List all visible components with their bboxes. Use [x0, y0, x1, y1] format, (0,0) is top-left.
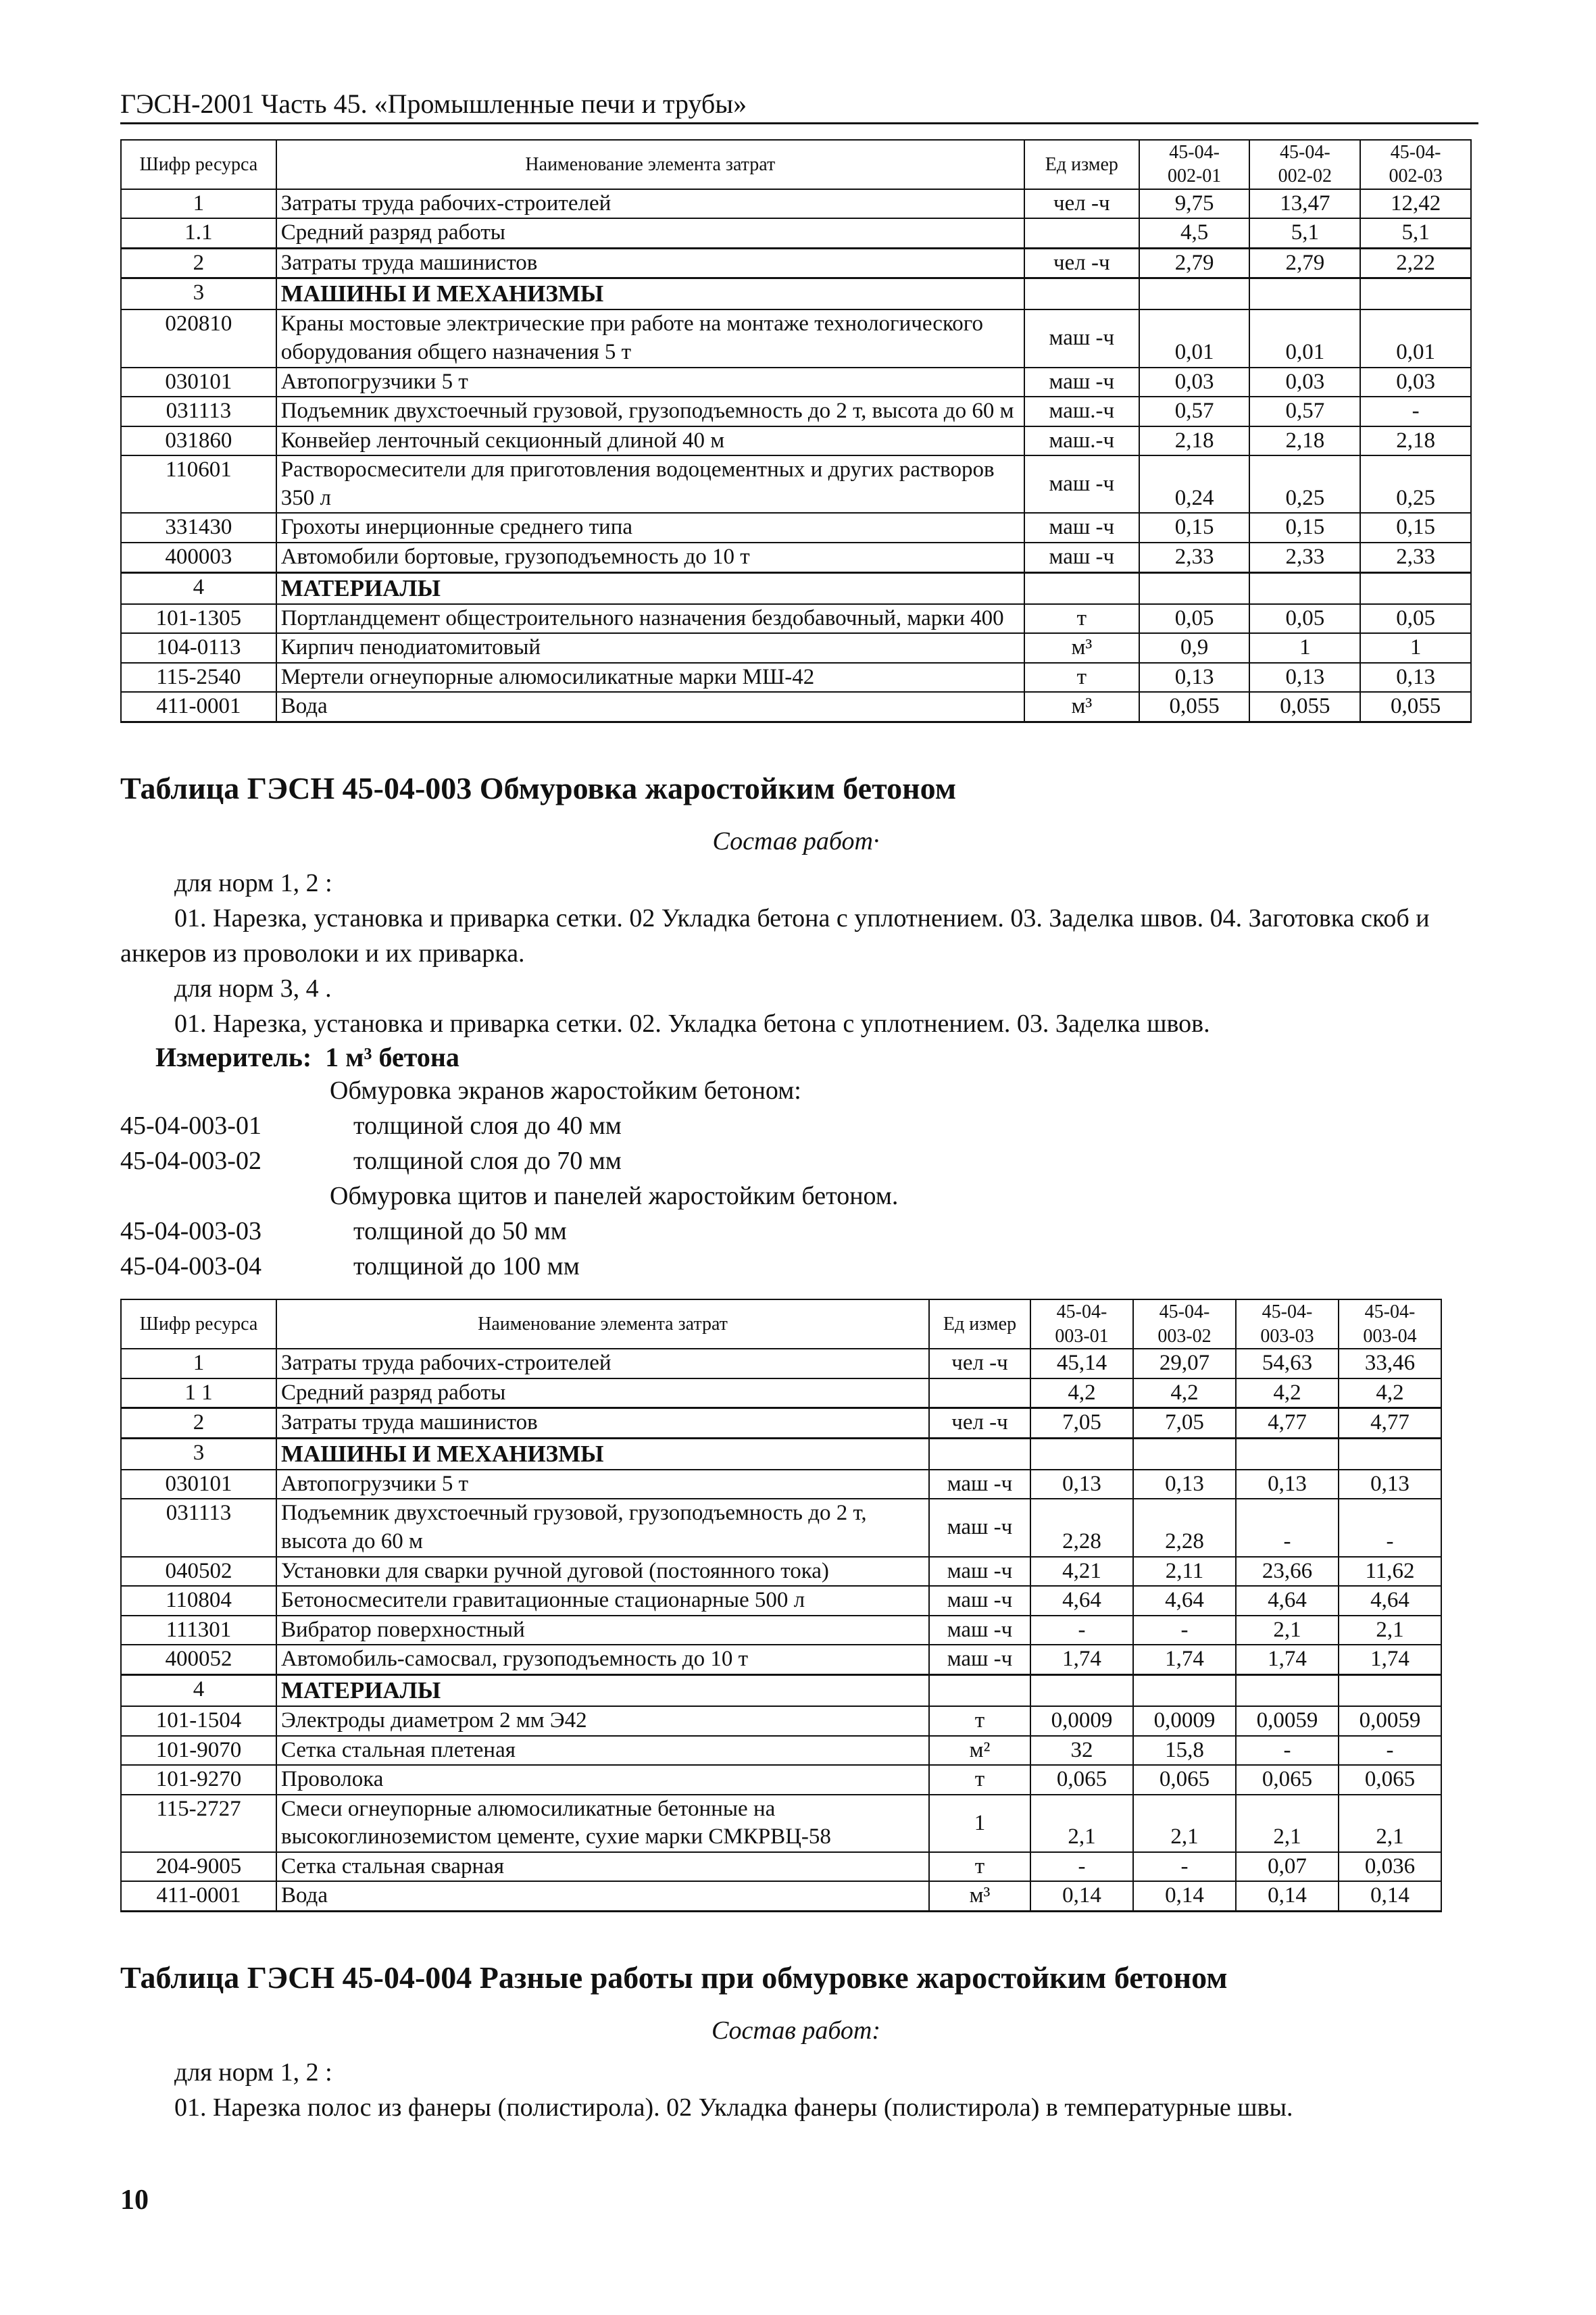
norm-value: 4,77: [1339, 1408, 1441, 1439]
cost-element-name: Затраты труда рабочих-строителей: [276, 1349, 929, 1378]
norm-value: 0,01: [1249, 309, 1360, 367]
norm-value: 2,18: [1249, 426, 1360, 456]
norm-value: 4,2: [1236, 1378, 1339, 1408]
table-row: [121, 1852, 1441, 1882]
resource-code: 111301: [121, 1616, 276, 1645]
norm-value: 4,64: [1133, 1586, 1236, 1616]
norm-value: -: [1133, 1616, 1236, 1645]
resource-code: 3: [121, 278, 276, 310]
norm-text: толщиной слоя до 40 мм: [353, 1112, 622, 1141]
norm-value: -: [1030, 1616, 1133, 1645]
norms-applicability: для норм 3, 4 .: [174, 974, 332, 1003]
norm-value: 12,42: [1360, 189, 1471, 219]
cost-element-name: МАТЕРИАЛЫ: [276, 1674, 929, 1706]
unit-of-measure: м²: [929, 1736, 1030, 1766]
norm-value: 2,11: [1133, 1557, 1236, 1587]
unit-of-measure: т: [929, 1706, 1030, 1736]
cost-element-name: Средний разряд работы: [276, 1378, 929, 1408]
cost-element-name: Бетоносмесители гравитационные стационарные 500 л: [276, 1586, 929, 1616]
norm-value: 0,14: [1133, 1881, 1236, 1911]
norm-text: толщиной до 100 мм: [353, 1252, 580, 1281]
header-name: Наименование элемента затрат: [276, 140, 1024, 189]
cost-element-name: МАШИНЫ И МЕХАНИЗМЫ: [276, 1438, 929, 1470]
norm-value: 0,01: [1360, 309, 1471, 367]
norm-code: 45-04-003-03: [120, 1217, 261, 1246]
norm-value: 2,33: [1360, 543, 1471, 572]
norm-code: 45-04-003-02: [120, 1147, 261, 1176]
table-row: [121, 1765, 1441, 1795]
table-row: [121, 1349, 1441, 1378]
norm-value: [1030, 1438, 1133, 1470]
resource-code: 101-9270: [121, 1765, 276, 1795]
unit-of-measure: м³: [1024, 633, 1139, 663]
unit-of-measure: маш -ч: [1024, 513, 1139, 543]
table-section-row: [121, 1674, 1441, 1706]
norm-value: 4,5: [1139, 218, 1250, 248]
norm-item: [120, 1214, 1472, 1249]
norm-value: 0,13: [1249, 663, 1360, 693]
norm-value: 4,2: [1339, 1378, 1441, 1408]
page: [120, 88, 1472, 2125]
cost-element-name: Подъемник двухстоечный грузовой, грузоподъемность до 2 т, высота до 60 м: [276, 397, 1024, 426]
norm-value: [1249, 278, 1360, 310]
norm-value: 0,03: [1360, 368, 1471, 397]
unit-of-measure: [929, 1438, 1030, 1470]
unit-of-measure: маш -ч: [929, 1557, 1030, 1587]
norm-text: толщиной до 50 мм: [353, 1217, 567, 1246]
work-description: 01. Нарезка, установка и приварка сетки. 02 Укладка бетона с уплотнением. 03. Заделка швов. 04. Заготовка скоб и анкеров из проволоки и их приварка.: [120, 904, 1430, 968]
norm-value: [1339, 1674, 1441, 1706]
norm-value: 0,13: [1139, 663, 1250, 693]
norm-value: 2,28: [1030, 1499, 1133, 1556]
cost-element-name: Автомобили бортовые, грузоподъемность до 10 т: [276, 543, 1024, 572]
unit-of-measure: м³: [929, 1881, 1030, 1911]
unit-of-measure: т: [1024, 604, 1139, 634]
running-header: ГЭСН-2001 Часть 45. «Промышленные печи и трубы»: [120, 88, 1478, 124]
unit-of-measure: т: [929, 1852, 1030, 1882]
measure-label: Измеритель:: [155, 1042, 312, 1073]
header-unit: Ед измер: [929, 1299, 1030, 1349]
unit-of-measure: маш -ч: [929, 1616, 1030, 1645]
norm-value: 0,01: [1139, 309, 1250, 367]
norm-value: 45,14: [1030, 1349, 1133, 1378]
resource-code: 101-1305: [121, 604, 276, 634]
table-title-003: Таблица ГЭСН 45-04-003 Обмуровка жаростойким бетоном: [120, 770, 957, 805]
table-row: [121, 1616, 1441, 1645]
norm-value: 0,03: [1249, 368, 1360, 397]
unit-of-measure: [929, 1378, 1030, 1408]
cost-element-name: Смеси огнеупорные алюмосиликатные бетонные на высокоглиноземистом цементе, сухие марки СМКРВЦ-58: [276, 1795, 929, 1852]
norm-value: 4,2: [1030, 1378, 1133, 1408]
norm-value: 0,57: [1249, 397, 1360, 426]
norm-value: 29,07: [1133, 1349, 1236, 1378]
table-row: [121, 368, 1471, 397]
resource-code: 031860: [121, 426, 276, 456]
norm-value: 0,15: [1360, 513, 1471, 543]
norm-value: 2,1: [1030, 1795, 1133, 1852]
page-number: 10: [120, 2185, 149, 2216]
norm-value: 2,1: [1339, 1795, 1441, 1852]
norm-value: 2,1: [1339, 1616, 1441, 1645]
norm-value: 0,13: [1339, 1470, 1441, 1499]
cost-element-name: Вода: [276, 1881, 929, 1911]
cost-element-name: Автопогрузчики 5 т: [276, 1470, 929, 1499]
norm-value: 0,14: [1236, 1881, 1339, 1911]
header-code: Шифр ресурса: [121, 1299, 276, 1349]
table-row: [121, 633, 1471, 663]
cost-element-name: Автомобиль-самосвал, грузоподъемность до 10 т: [276, 1645, 929, 1674]
header-norm-col: 45-04- 003-03: [1236, 1299, 1339, 1349]
unit-of-measure: маш -ч: [929, 1470, 1030, 1499]
resource-code: 411-0001: [121, 1881, 276, 1911]
norm-value: 54,63: [1236, 1349, 1339, 1378]
table-section-row: [121, 278, 1471, 310]
resource-code: 030101: [121, 1470, 276, 1499]
norm-value: 4,77: [1236, 1408, 1339, 1439]
table-section-row: [121, 1438, 1441, 1470]
unit-of-measure: чел -ч: [1024, 248, 1139, 278]
norm-value: 0,13: [1133, 1470, 1236, 1499]
norm-group-heading: Обмуровка экранов жаростойким бетоном:: [330, 1076, 801, 1105]
header-norm-col: 45-04- 003-04: [1339, 1299, 1441, 1349]
norm-value: [1139, 572, 1250, 604]
norm-value: 0,14: [1030, 1881, 1133, 1911]
resource-code: 020810: [121, 309, 276, 367]
unit-of-measure: т: [1024, 663, 1139, 693]
measure-value: 1 м³ бетона: [325, 1042, 459, 1073]
norm-value: -: [1360, 397, 1471, 426]
cost-element-name: Мертели огнеупорные алюмосиликатные марки МШ-42: [276, 663, 1024, 693]
norm-value: 1,74: [1339, 1645, 1441, 1674]
table-row: [121, 189, 1471, 219]
unit-of-measure: чел -ч: [929, 1408, 1030, 1439]
norms-applicability: для норм 1, 2 :: [174, 2058, 332, 2087]
unit-of-measure: маш -ч: [929, 1586, 1030, 1616]
unit-of-measure: [1024, 218, 1139, 248]
norm-value: 1,74: [1030, 1645, 1133, 1674]
table-row: [121, 426, 1471, 456]
norm-value: 0,05: [1360, 604, 1471, 634]
norm-list: [120, 1073, 1472, 1284]
norm-value: 2,22: [1360, 248, 1471, 278]
norm-value: [1236, 1674, 1339, 1706]
norm-value: 0,15: [1249, 513, 1360, 543]
norm-text: толщиной слоя до 70 мм: [353, 1147, 622, 1176]
norm-value: 0,0059: [1339, 1706, 1441, 1736]
norm-value: 0,065: [1339, 1765, 1441, 1795]
resource-code: 031113: [121, 397, 276, 426]
resource-code: 331430: [121, 513, 276, 543]
norm-value: 0,57: [1139, 397, 1250, 426]
cost-element-name: Затраты труда рабочих-строителей: [276, 189, 1024, 219]
cost-element-name: Вибратор поверхностный: [276, 1616, 929, 1645]
resource-code: 110601: [121, 455, 276, 513]
norm-item: [120, 1249, 1472, 1284]
resource-code: 1: [121, 189, 276, 219]
table-row: [121, 1645, 1441, 1674]
table-row: [121, 1795, 1441, 1852]
norm-value: -: [1133, 1852, 1236, 1882]
resource-code: 101-1504: [121, 1706, 276, 1736]
cost-element-name: Краны мостовые электрические при работе на монтаже технологического оборудования общего назначения 5 т: [276, 309, 1024, 367]
table-row: [121, 248, 1471, 278]
cost-element-name: Затраты труда машинистов: [276, 1408, 929, 1439]
norm-value: 2,1: [1133, 1795, 1236, 1852]
resource-code: 4: [121, 1674, 276, 1706]
unit-of-measure: маш -ч: [1024, 543, 1139, 572]
norm-value: 0,03: [1139, 368, 1250, 397]
norm-value: [1236, 1438, 1339, 1470]
resource-code: 101-9070: [121, 1736, 276, 1766]
table-row: [121, 692, 1471, 722]
header-code: Шифр ресурса: [121, 140, 276, 189]
unit-of-measure: маш.-ч: [1024, 397, 1139, 426]
resource-code: 204-9005: [121, 1852, 276, 1882]
cost-element-name: Подъемник двухстоечный грузовой, грузоподъемность до 2 т, высота до 60 м: [276, 1499, 929, 1556]
norm-value: [1030, 1674, 1133, 1706]
norm-value: 0,065: [1030, 1765, 1133, 1795]
table-row: [121, 1586, 1441, 1616]
norm-value: 0,0009: [1133, 1706, 1236, 1736]
unit-of-measure: маш -ч: [1024, 368, 1139, 397]
norm-value: 11,62: [1339, 1557, 1441, 1587]
norm-value: 2,1: [1236, 1795, 1339, 1852]
unit-of-measure: [929, 1674, 1030, 1706]
table-row: [121, 1706, 1441, 1736]
norm-value: 0,05: [1249, 604, 1360, 634]
table-row: [121, 218, 1471, 248]
norm-value: [1133, 1674, 1236, 1706]
norm-value: 33,46: [1339, 1349, 1441, 1378]
resource-code: 115-2727: [121, 1795, 276, 1852]
resource-code: 115-2540: [121, 663, 276, 693]
resource-code: 400052: [121, 1645, 276, 1674]
norm-value: 0,0059: [1236, 1706, 1339, 1736]
norm-value: 0,07: [1236, 1852, 1339, 1882]
norm-value: 2,79: [1139, 248, 1250, 278]
unit-of-measure: м³: [1024, 692, 1139, 722]
table-title-004: Таблица ГЭСН 45-04-004 Разные работы при обмуровке жаростойким бетоном: [120, 1960, 1228, 1995]
unit-of-measure: маш.-ч: [1024, 426, 1139, 456]
table-row: [121, 1499, 1441, 1556]
norm-item: [120, 1108, 1472, 1143]
norm-value: 2,33: [1249, 543, 1360, 572]
unit-of-measure: маш -ч: [1024, 309, 1139, 367]
resource-code: 104-0113: [121, 633, 276, 663]
norm-value: 0,14: [1339, 1881, 1441, 1911]
norm-value: 1: [1360, 633, 1471, 663]
norm-value: [1339, 1438, 1441, 1470]
norm-value: 15,8: [1133, 1736, 1236, 1766]
norm-value: 0,065: [1236, 1765, 1339, 1795]
header-norm-col: 45-04- 003-01: [1030, 1299, 1133, 1349]
unit-of-measure: 1: [929, 1795, 1030, 1852]
composition-label: Состав работ:: [711, 2016, 881, 2045]
header-unit: Ед измер: [1024, 140, 1139, 189]
table-row: [121, 309, 1471, 367]
norm-value: 2,1: [1236, 1616, 1339, 1645]
table-row: [121, 513, 1471, 543]
cost-element-name: Конвейер ленточный секционный длиной 40 м: [276, 426, 1024, 456]
norm-value: 0,13: [1360, 663, 1471, 693]
header-name: Наименование элемента затрат: [276, 1299, 929, 1349]
norm-value: 4,64: [1236, 1586, 1339, 1616]
header-norm-col: 45-04- 002-03: [1360, 140, 1471, 189]
norm-value: -: [1339, 1499, 1441, 1556]
cost-element-name: Грохоты инерционные среднего типа: [276, 513, 1024, 543]
unit-of-measure: [1024, 278, 1139, 310]
work-description: 01. Нарезка, установка и приварка сетки. 02. Укладка бетона с уплотнением. 03. Заделка швов.: [174, 1010, 1210, 1039]
norm-value: 23,66: [1236, 1557, 1339, 1587]
cost-element-name: Электроды диаметром 2 мм Э42: [276, 1706, 929, 1736]
norm-value: 0,13: [1030, 1470, 1133, 1499]
header-norm-col: 45-04- 002-01: [1139, 140, 1250, 189]
norm-value: 4,64: [1030, 1586, 1133, 1616]
resource-code: 2: [121, 248, 276, 278]
norm-value: 0,25: [1249, 455, 1360, 513]
norm-value: 7,05: [1030, 1408, 1133, 1439]
norm-value: 2,79: [1249, 248, 1360, 278]
norm-value: 0,15: [1139, 513, 1250, 543]
cost-element-name: Автопогрузчики 5 т: [276, 368, 1024, 397]
norm-value: 0,0009: [1030, 1706, 1133, 1736]
cost-element-name: Средний разряд работы: [276, 218, 1024, 248]
cost-element-name: МАШИНЫ И МЕХАНИЗМЫ: [276, 278, 1024, 310]
norm-value: 0,13: [1236, 1470, 1339, 1499]
unit-of-measure: чел -ч: [1024, 189, 1139, 219]
norm-value: 0,24: [1139, 455, 1250, 513]
resource-code: 031113: [121, 1499, 276, 1556]
norm-group-heading: Обмуровка щитов и панелей жаростойким бетоном.: [330, 1182, 899, 1211]
resource-code: 411-0001: [121, 692, 276, 722]
norm-value: 1,74: [1236, 1645, 1339, 1674]
header-norm-col: 45-04- 003-02: [1133, 1299, 1236, 1349]
resource-code: 1: [121, 1349, 276, 1378]
norm-value: 1: [1249, 633, 1360, 663]
norm-value: 1,74: [1133, 1645, 1236, 1674]
norm-value: [1249, 572, 1360, 604]
norm-value: 4,21: [1030, 1557, 1133, 1587]
cost-element-name: Портландцемент общестроительного назначения бездобавочный, марки 400: [276, 604, 1024, 634]
table-row: [121, 455, 1471, 513]
norm-value: 4,2: [1133, 1378, 1236, 1408]
table-row: [121, 1736, 1441, 1766]
norm-value: 5,1: [1249, 218, 1360, 248]
cost-element-name: Кирпич пенодиатомитовый: [276, 633, 1024, 663]
norm-value: 0,055: [1139, 692, 1250, 722]
norm-value: 7,05: [1133, 1408, 1236, 1439]
unit-of-measure: чел -ч: [929, 1349, 1030, 1378]
resource-code: 110804: [121, 1586, 276, 1616]
composition-label: Состав работ·: [712, 826, 880, 855]
norm-value: 5,1: [1360, 218, 1471, 248]
table-row: [121, 543, 1471, 572]
table-row: [121, 663, 1471, 693]
norm-value: 2,33: [1139, 543, 1250, 572]
norm-value: 2,28: [1133, 1499, 1236, 1556]
measure-line: [120, 1041, 1472, 1073]
cost-element-name: Установки для сварки ручной дуговой (постоянного тока): [276, 1557, 929, 1587]
resource-code: 1.1: [121, 218, 276, 248]
resource-code: 1 1: [121, 1378, 276, 1408]
resource-code: 400003: [121, 543, 276, 572]
resource-code: 2: [121, 1408, 276, 1439]
norm-value: 0,055: [1360, 692, 1471, 722]
cost-element-name: Затраты труда машинистов: [276, 248, 1024, 278]
unit-of-measure: маш -ч: [929, 1645, 1030, 1674]
table-row: [121, 1557, 1441, 1587]
norm-value: 0,036: [1339, 1852, 1441, 1882]
resource-code: 3: [121, 1438, 276, 1470]
cost-element-name: Сетка стальная сварная: [276, 1852, 929, 1882]
norm-code: 45-04-003-01: [120, 1112, 261, 1141]
norm-value: [1139, 278, 1250, 310]
cost-element-name: Растворосмесители для приготовления водоцементных и других растворов 350 л: [276, 455, 1024, 513]
cost-element-name: Проволока: [276, 1765, 929, 1795]
resource-code: 040502: [121, 1557, 276, 1587]
norm-value: [1133, 1438, 1236, 1470]
unit-of-measure: [1024, 572, 1139, 604]
unit-of-measure: т: [929, 1765, 1030, 1795]
norm-value: -: [1236, 1499, 1339, 1556]
table-row: [121, 1881, 1441, 1911]
resource-code: 4: [121, 572, 276, 604]
resource-table-002: [120, 139, 1472, 723]
norm-value: [1360, 278, 1471, 310]
resource-code: 030101: [121, 368, 276, 397]
norm-code: 45-04-003-04: [120, 1252, 261, 1281]
norm-value: 0,25: [1360, 455, 1471, 513]
table-row: [121, 1378, 1441, 1408]
unit-of-measure: маш -ч: [929, 1499, 1030, 1556]
cost-element-name: МАТЕРИАЛЫ: [276, 572, 1024, 604]
norm-value: -: [1339, 1736, 1441, 1766]
table-row: [121, 397, 1471, 426]
resource-table-003: [120, 1299, 1442, 1912]
table-section-row: [121, 572, 1471, 604]
table-row: [121, 1470, 1441, 1499]
norm-value: [1360, 572, 1471, 604]
norm-value: 2,18: [1360, 426, 1471, 456]
norm-value: 0,05: [1139, 604, 1250, 634]
unit-of-measure: маш -ч: [1024, 455, 1139, 513]
table-row: [121, 604, 1471, 634]
header-norm-col: 45-04- 002-02: [1249, 140, 1360, 189]
norms-applicability: для норм 1, 2 :: [174, 868, 332, 897]
norm-value: -: [1030, 1852, 1133, 1882]
table-row: [121, 1408, 1441, 1439]
cost-element-name: Вода: [276, 692, 1024, 722]
norm-value: 32: [1030, 1736, 1133, 1766]
work-description: 01. Нарезка полос из фанеры (полистирола). 02 Укладка фанеры (полистирола) в температурные швы.: [174, 2093, 1293, 2122]
norm-value: 13,47: [1249, 189, 1360, 219]
norm-value: 2,18: [1139, 426, 1250, 456]
norm-value: 9,75: [1139, 189, 1250, 219]
cost-element-name: Сетка стальная плетеная: [276, 1736, 929, 1766]
norm-item: [120, 1143, 1472, 1178]
norm-value: -: [1236, 1736, 1339, 1766]
norm-value: 0,9: [1139, 633, 1250, 663]
norm-value: 0,065: [1133, 1765, 1236, 1795]
norm-value: 0,055: [1249, 692, 1360, 722]
norm-value: 4,64: [1339, 1586, 1441, 1616]
